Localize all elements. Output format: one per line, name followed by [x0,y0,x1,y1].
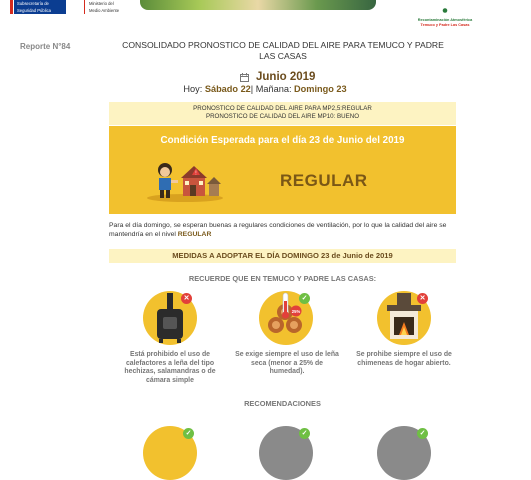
gov-logo-env-line3: Medio Ambiente [89,8,120,13]
gov-logo-env-line2: Ministerio del [89,1,114,6]
forecast-pm25: PRONOSTICO DE CALIDAD DEL AIRE PARA MP2,5:REGULAR [193,105,372,112]
report-title: CONSOLIDADO PRONOSTICO DE CALIDAD DEL AIRE PARA TEMUCO Y PADRE LAS CASAS [122,40,444,61]
recommendation-icon-2 [259,426,313,480]
measure-caption-3: Se prohibe siempre el uso de chimeneas de hogar abierto. [356,351,452,367]
measures-subtitle: RECUERDE QUE EN TEMUCO Y PADRE LAS CASAS: [188,274,377,283]
report-number: Reporte N°84 [20,42,71,51]
tomorrow-label: | Mañana: [250,84,295,94]
gov-logo-security [14,0,66,14]
measure-dry-wood [259,291,313,345]
check-badge-icon: ✓ [417,428,428,439]
recommendation-icon-1 [143,426,197,480]
recommendation-icon-3 [377,426,431,480]
description-level: REGULAR [177,231,212,238]
measure-wood-stove [143,291,197,345]
svg-text:!: ! [195,170,197,177]
tomorrow-value: Domingo 23 [294,84,347,94]
header-bar [0,0,531,27]
today-label: Hoy: [183,84,205,94]
recommendations-title: RECOMENDACIONES [244,399,321,408]
gov-logo-environment [84,0,137,14]
condition-title: Condición Esperada para el día 23 de Junio del 2019 [160,135,405,146]
condition-panel [109,126,456,214]
child-with-house-illustration-icon [145,158,225,202]
today-value: Sábado 22 [204,84,251,94]
report-month: Junio 2019 [256,71,316,83]
forecast-box [109,102,456,125]
ra-logo-line2: Temuco y Padre Las Casas [420,22,470,27]
condition-status: REGULAR [280,171,368,190]
ra-logo [415,0,475,27]
landscape-banner [140,0,376,10]
wood-humidity-badge: 25% [291,309,301,314]
forecast-pm10: PRONOSTICO DE CALIDAD DEL AIRE MP10: BUENO [205,112,360,120]
prohibited-badge-icon: ✕ [181,293,192,304]
measure-caption-1: Está prohibido el uso de calefactores a leña del tipo hechizas, salamandras o de cámara simple [124,351,216,384]
condition-description [109,221,456,239]
measure-fireplace [377,291,431,345]
ra-logo-line1: Recontaminación Atmosférica [417,18,473,22]
report-dates [60,84,470,94]
check-badge-icon: ✓ [299,428,310,439]
gov-logo-security-line2: Seguridad Pública [17,8,51,13]
measures-title: MEDIDAS A ADOPTAR EL DÍA DOMINGO 23 de Junio de 2019 [109,249,456,263]
ra-logo-mark-icon [415,8,475,13]
description-text: Para el día domingo, se esperan buenas a regulares condiciones de ventilación, por lo que la calidad del aire se mantendría en el nivel [109,222,447,238]
flag-stripe [10,0,13,14]
check-badge-icon: ✓ [183,428,194,439]
required-badge-icon: ✓ [299,293,310,304]
prohibited-badge-icon: ✕ [417,293,428,304]
gov-logo-security-line1: Subsecretaría de [17,1,49,6]
measure-caption-2: Se exige siempre el uso de leña seca (menor a 25% de humedad). [235,351,339,376]
